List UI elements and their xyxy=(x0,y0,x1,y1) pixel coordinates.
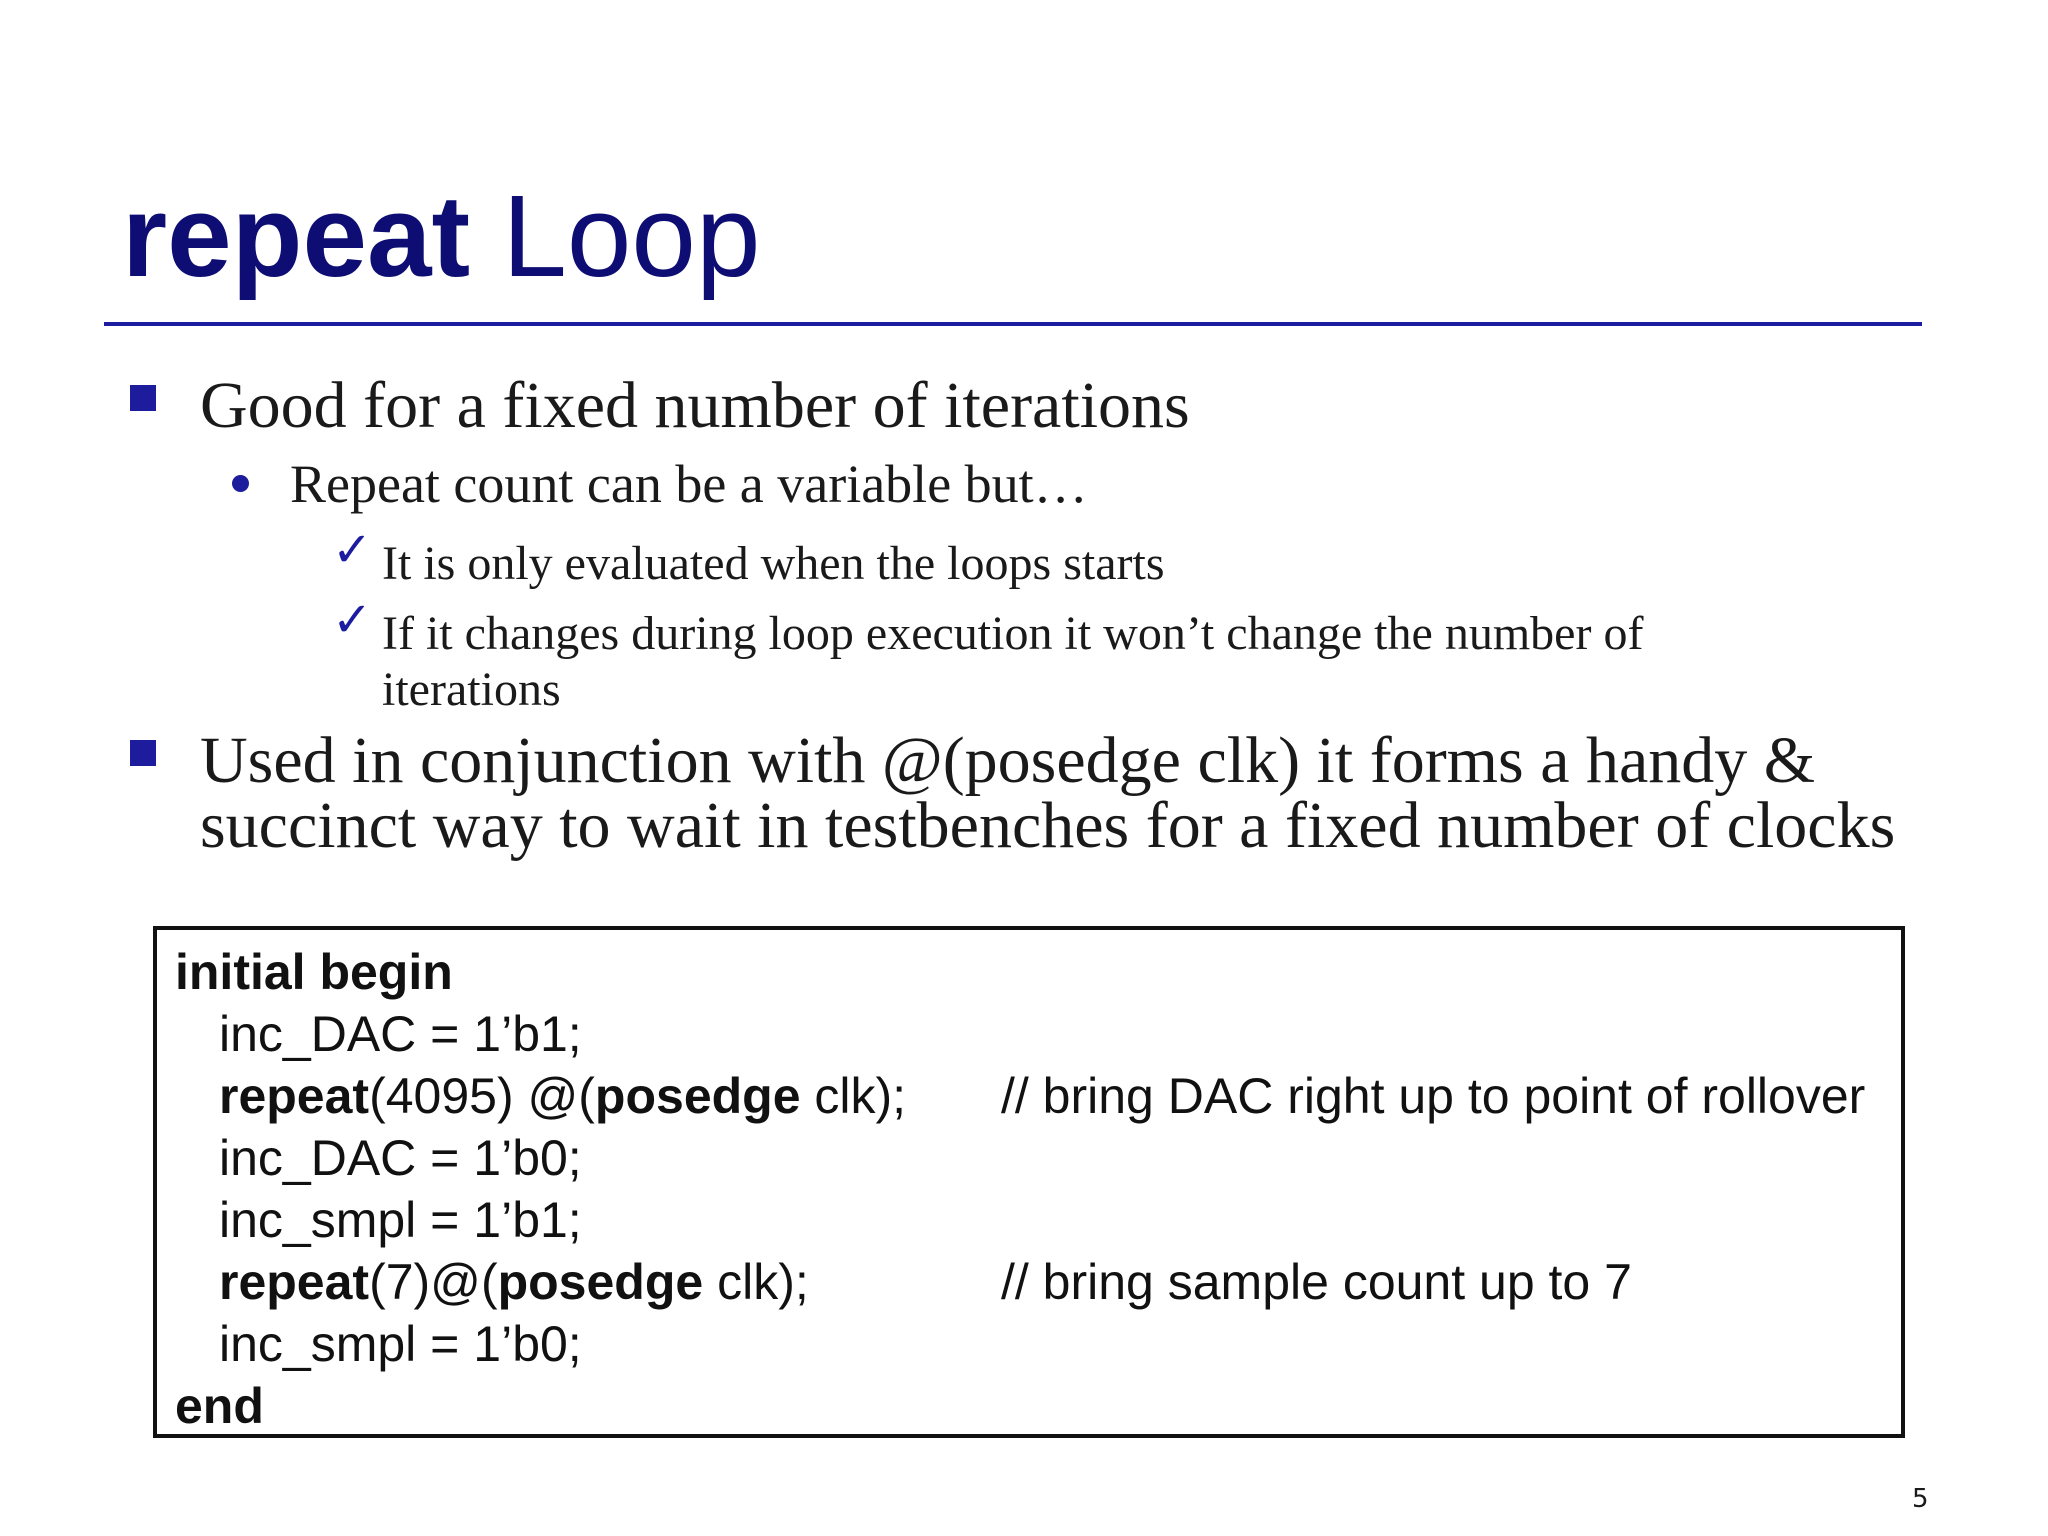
code-text: clk); xyxy=(703,1254,809,1310)
code-keyword: repeat xyxy=(219,1068,370,1124)
code-text: clk); xyxy=(800,1068,907,1124)
page-number: 5 xyxy=(1912,1484,1929,1514)
bullet-2-line-2: succinct way to wait in testbenches for a fixed number of clocks xyxy=(200,789,1896,862)
code-line-1 xyxy=(175,942,453,1002)
code-line-2: inc_DAC = 1’b1; xyxy=(219,1006,582,1062)
code-line-7: inc_smpl = 1’b0; xyxy=(219,1316,582,1372)
title-rest: Loop xyxy=(502,171,761,301)
code-keyword: posedge xyxy=(497,1254,704,1310)
code-line-6 xyxy=(219,1252,809,1312)
check-item-1: It is only evaluated when the loops starts xyxy=(382,537,1165,590)
code-keyword: repeat xyxy=(219,1254,370,1310)
code-line-4: inc_DAC = 1’b0; xyxy=(219,1130,582,1186)
code-keyword: posedge xyxy=(594,1068,801,1124)
round-bullet-icon xyxy=(232,475,249,492)
sub-bullet-text: Repeat count can be a variable but… xyxy=(290,454,1088,514)
square-bullet-icon xyxy=(130,385,156,411)
code-comment-2: // bring sample count up to 7 xyxy=(1001,1254,1632,1310)
code-keyword: initial begin xyxy=(175,944,453,1000)
code-text: (7)@( xyxy=(369,1254,498,1310)
code-text: (4095) @( xyxy=(369,1068,595,1124)
slide-title xyxy=(122,171,761,301)
code-line-8 xyxy=(175,1376,264,1436)
bullet-1-text: Good for a fixed number of iterations xyxy=(200,369,1190,442)
bullet-2-line-1: Used in conjunction with @(posedge clk) it forms a handy & xyxy=(200,724,1816,797)
code-line-5: inc_smpl = 1’b1; xyxy=(219,1192,582,1248)
title-keyword: repeat xyxy=(122,171,471,301)
checkmark-icon: ✓ xyxy=(332,592,373,648)
code-block xyxy=(153,926,1905,1438)
square-bullet-icon xyxy=(130,740,156,766)
checkmark-icon: ✓ xyxy=(332,522,373,578)
code-comment-1: // bring DAC right up to point of rollover xyxy=(1001,1068,1866,1124)
title-underline xyxy=(104,322,1922,326)
check-item-2: If it changes during loop execution it won’t change the number of xyxy=(382,607,1644,660)
code-keyword: end xyxy=(175,1378,264,1434)
check-item-2-continuation: iterations xyxy=(382,663,561,716)
code-line-3 xyxy=(219,1066,906,1126)
